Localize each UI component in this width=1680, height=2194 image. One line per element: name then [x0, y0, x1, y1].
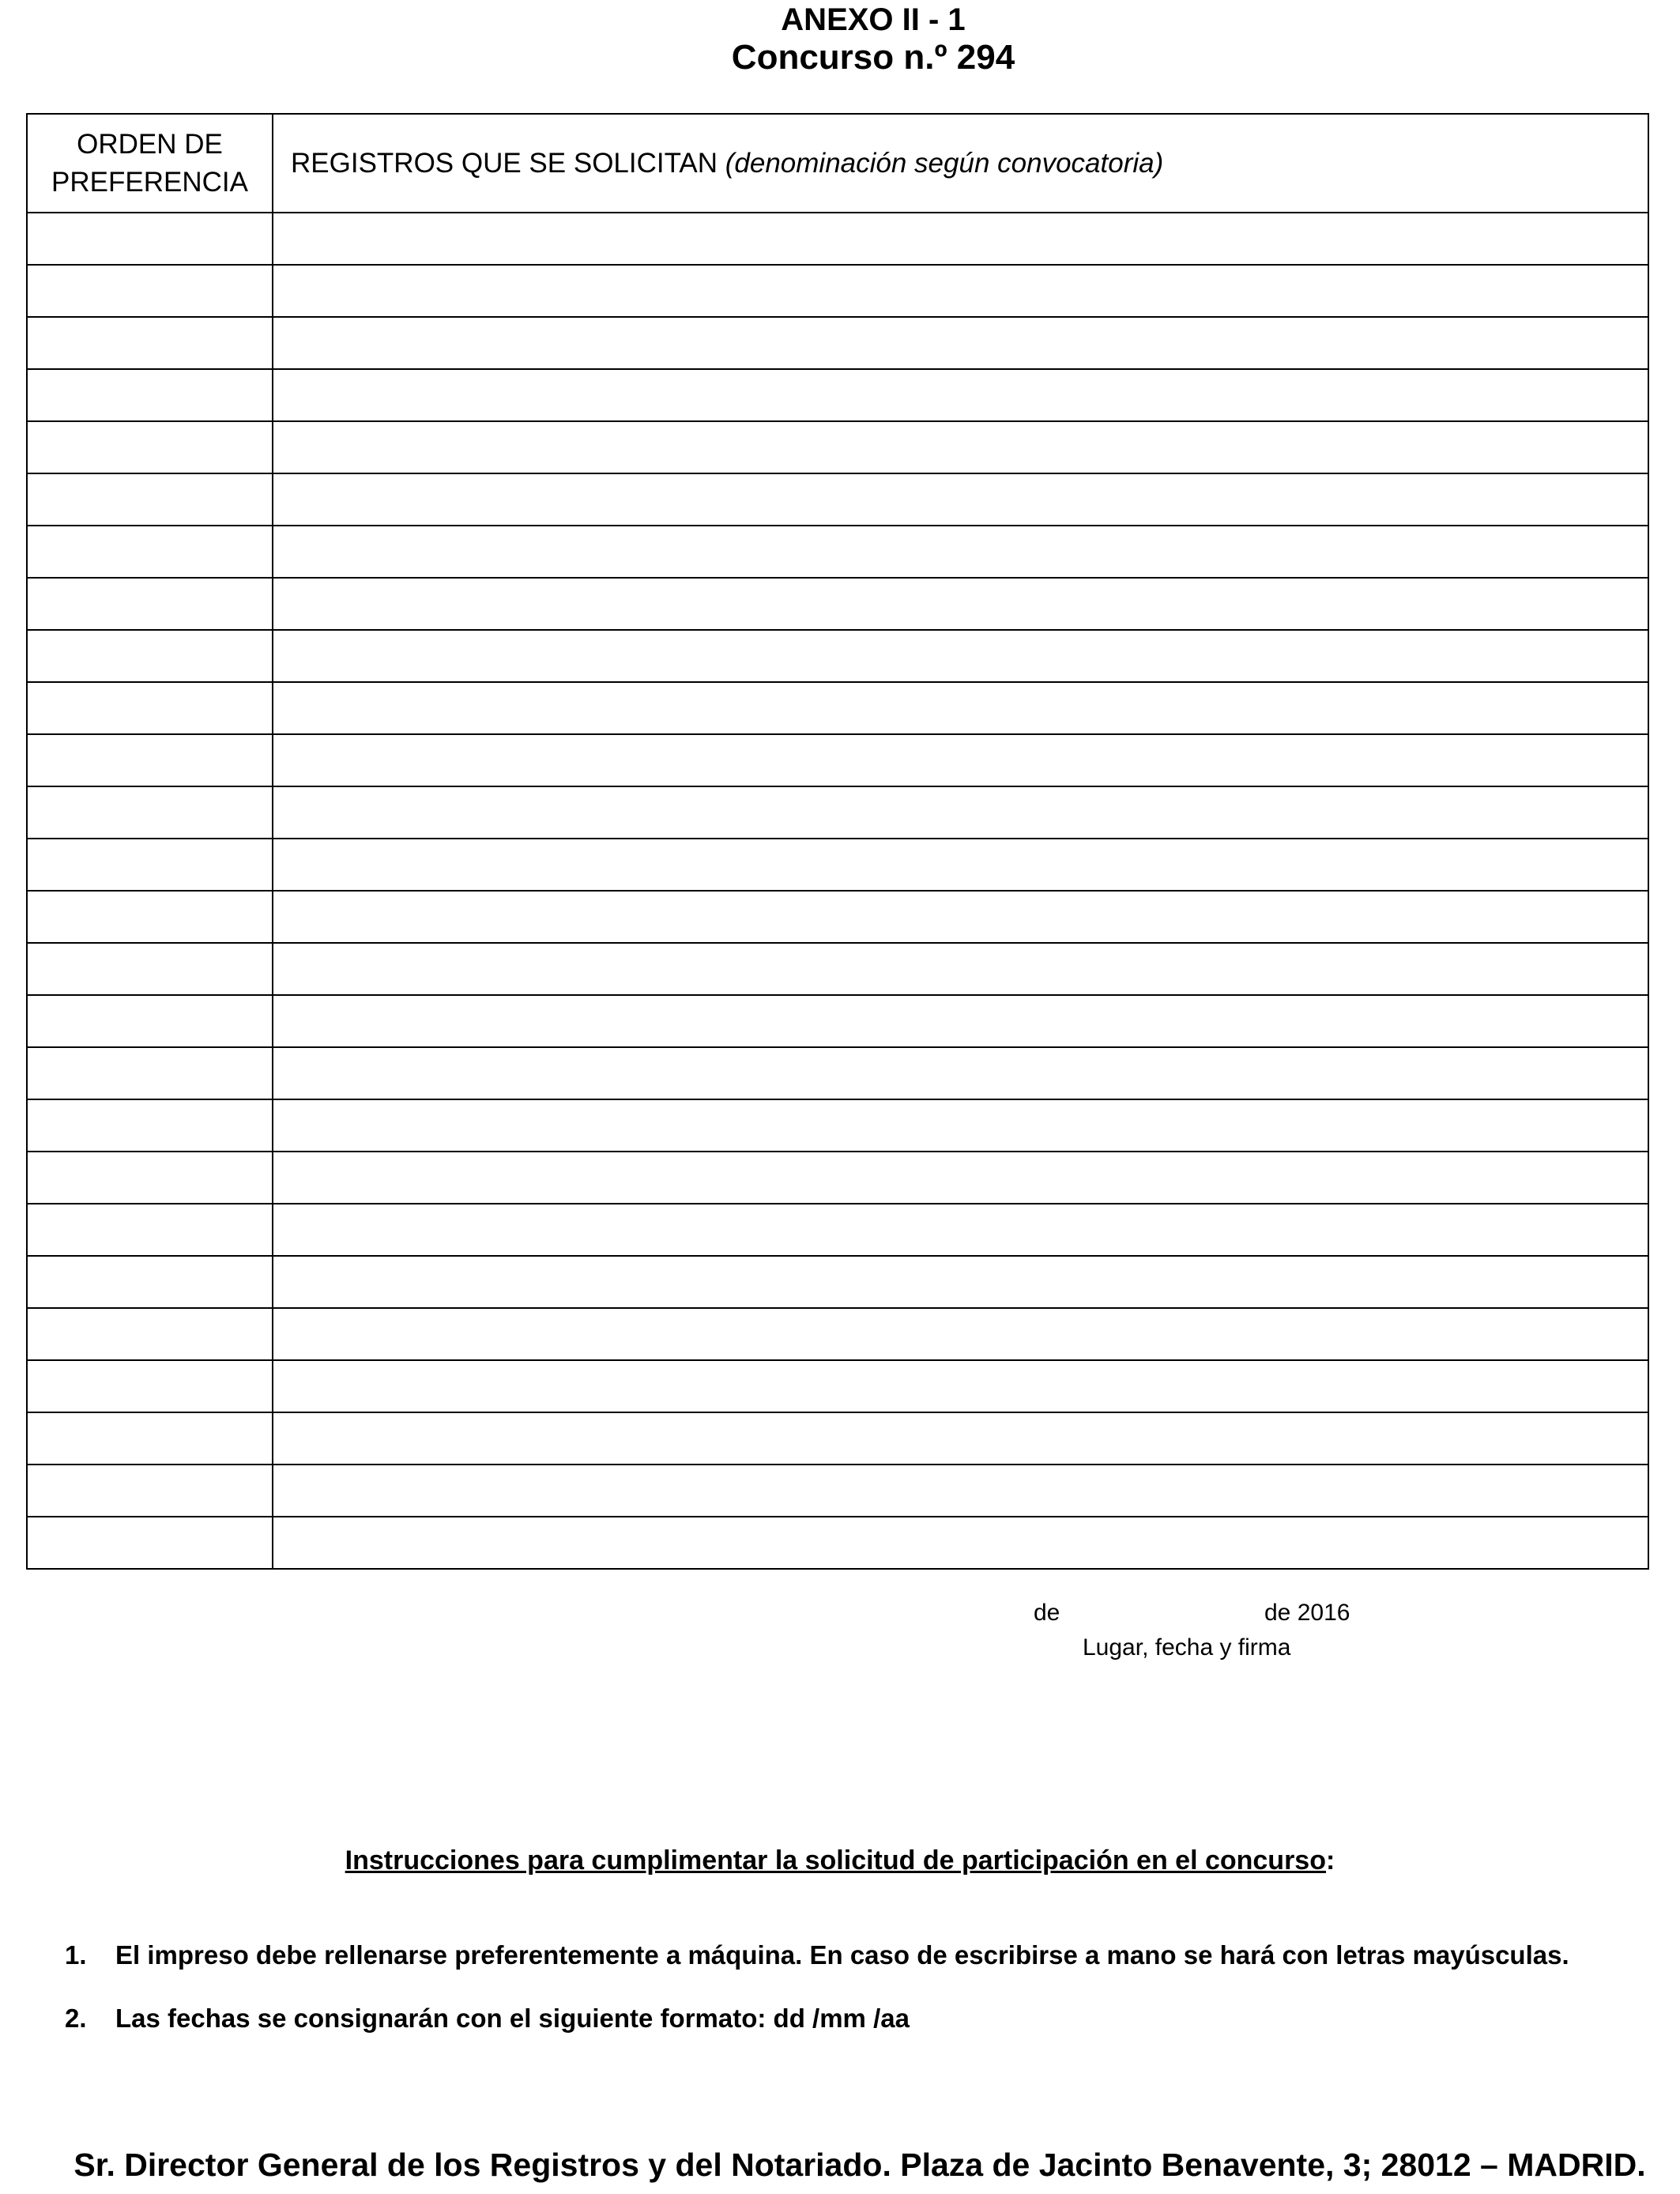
register-cell[interactable]	[273, 839, 1648, 891]
order-header-line2: PREFERENCIA	[51, 166, 248, 198]
table-row	[27, 1308, 1648, 1360]
register-cell[interactable]	[273, 1517, 1648, 1569]
table-row	[27, 786, 1648, 839]
order-cell[interactable]	[27, 891, 273, 943]
table-row	[27, 265, 1648, 317]
table-row	[27, 421, 1648, 473]
table-row	[27, 526, 1648, 578]
table-row	[27, 1517, 1648, 1569]
table-row	[27, 1152, 1648, 1204]
register-cell[interactable]	[273, 1099, 1648, 1152]
order-cell[interactable]	[27, 473, 273, 526]
order-cell[interactable]	[27, 786, 273, 839]
instruction-item	[65, 2004, 910, 2034]
instruction-item	[65, 1940, 1569, 1970]
table-row	[27, 943, 1648, 995]
order-cell[interactable]	[27, 526, 273, 578]
table-row	[27, 1360, 1648, 1412]
register-cell[interactable]	[273, 891, 1648, 943]
table-row	[27, 630, 1648, 682]
register-cell[interactable]	[273, 421, 1648, 473]
order-cell[interactable]	[27, 317, 273, 369]
signature-de-text: de	[1034, 1600, 1060, 1626]
table-row	[27, 839, 1648, 891]
table-row	[27, 317, 1648, 369]
order-cell[interactable]	[27, 265, 273, 317]
table-row	[27, 213, 1648, 265]
register-cell[interactable]	[273, 786, 1648, 839]
register-cell[interactable]	[273, 369, 1648, 421]
table-row	[27, 369, 1648, 421]
order-cell[interactable]	[27, 1465, 273, 1517]
register-cell[interactable]	[273, 995, 1648, 1047]
order-cell[interactable]	[27, 630, 273, 682]
order-cell[interactable]	[27, 369, 273, 421]
registers-header	[273, 114, 1648, 213]
instructions-heading	[0, 1845, 1680, 1876]
order-cell[interactable]	[27, 1412, 273, 1465]
register-cell[interactable]	[273, 1308, 1648, 1360]
order-cell[interactable]	[27, 839, 273, 891]
signature-year-text: de 2016	[1264, 1600, 1350, 1626]
order-preference-header	[27, 114, 273, 213]
contest-title: Concurso n.º 294	[731, 38, 1015, 77]
order-cell[interactable]	[27, 421, 273, 473]
table-row	[27, 473, 1648, 526]
register-cell[interactable]	[273, 630, 1648, 682]
register-cell[interactable]	[273, 526, 1648, 578]
instructions-heading-text: Instrucciones para cumplimentar la solicitud de participación en el concurso	[345, 1845, 1326, 1875]
register-cell[interactable]	[273, 682, 1648, 734]
table-row	[27, 1412, 1648, 1465]
order-cell[interactable]	[27, 1308, 273, 1360]
order-cell[interactable]	[27, 943, 273, 995]
table-row	[27, 891, 1648, 943]
table-row	[27, 1047, 1648, 1099]
instructions-heading-colon: :	[1326, 1845, 1335, 1875]
footer-address: Sr. Director General de los Registros y del Notariado. Plaza de Jacinto Benavente, 3; 28012 – MADRID.	[73, 2147, 1646, 2183]
register-cell[interactable]	[273, 473, 1648, 526]
register-cell[interactable]	[273, 578, 1648, 630]
registers-request-table	[26, 113, 1649, 1570]
instruction-text: El impreso debe rellenarse preferentemente a máquina. En caso de escribirse a mano se hará con letras mayúsculas.	[115, 1940, 1569, 1970]
registers-header-note: (denominación según convocatoria)	[725, 147, 1164, 179]
register-cell[interactable]	[273, 265, 1648, 317]
order-header-line1: ORDEN DE	[77, 128, 223, 160]
register-cell[interactable]	[273, 734, 1648, 786]
instruction-number: 1.	[65, 1940, 87, 1970]
register-cell[interactable]	[273, 1047, 1648, 1099]
table-row	[27, 1256, 1648, 1308]
order-cell[interactable]	[27, 1047, 273, 1099]
table-header-row	[27, 114, 1648, 213]
signature-label: Lugar, fecha y firma	[1083, 1634, 1291, 1661]
register-cell[interactable]	[273, 1360, 1648, 1412]
register-cell[interactable]	[273, 317, 1648, 369]
register-cell[interactable]	[273, 1412, 1648, 1465]
order-cell[interactable]	[27, 1152, 273, 1204]
order-cell[interactable]	[27, 995, 273, 1047]
instruction-number: 2.	[65, 2004, 87, 2033]
table-row	[27, 682, 1648, 734]
order-cell[interactable]	[27, 1517, 273, 1569]
register-cell[interactable]	[273, 1465, 1648, 1517]
instruction-text: Las fechas se consignarán con el siguiente formato: dd /mm /aa	[115, 2004, 910, 2033]
order-cell[interactable]	[27, 734, 273, 786]
order-cell[interactable]	[27, 578, 273, 630]
table-row	[27, 1465, 1648, 1517]
annex-title: ANEXO II - 1	[781, 2, 966, 37]
register-cell[interactable]	[273, 1152, 1648, 1204]
table-row	[27, 995, 1648, 1047]
table-row	[27, 1204, 1648, 1256]
register-cell[interactable]	[273, 1256, 1648, 1308]
order-cell[interactable]	[27, 1204, 273, 1256]
table-row	[27, 578, 1648, 630]
table-row	[27, 734, 1648, 786]
table-row	[27, 1099, 1648, 1152]
register-cell[interactable]	[273, 213, 1648, 265]
order-cell[interactable]	[27, 1256, 273, 1308]
order-cell[interactable]	[27, 213, 273, 265]
order-cell[interactable]	[27, 1099, 273, 1152]
register-cell[interactable]	[273, 943, 1648, 995]
register-cell[interactable]	[273, 1204, 1648, 1256]
registers-header-label: REGISTROS QUE SE SOLICITAN	[291, 147, 718, 179]
order-cell[interactable]	[27, 682, 273, 734]
order-cell[interactable]	[27, 1360, 273, 1412]
